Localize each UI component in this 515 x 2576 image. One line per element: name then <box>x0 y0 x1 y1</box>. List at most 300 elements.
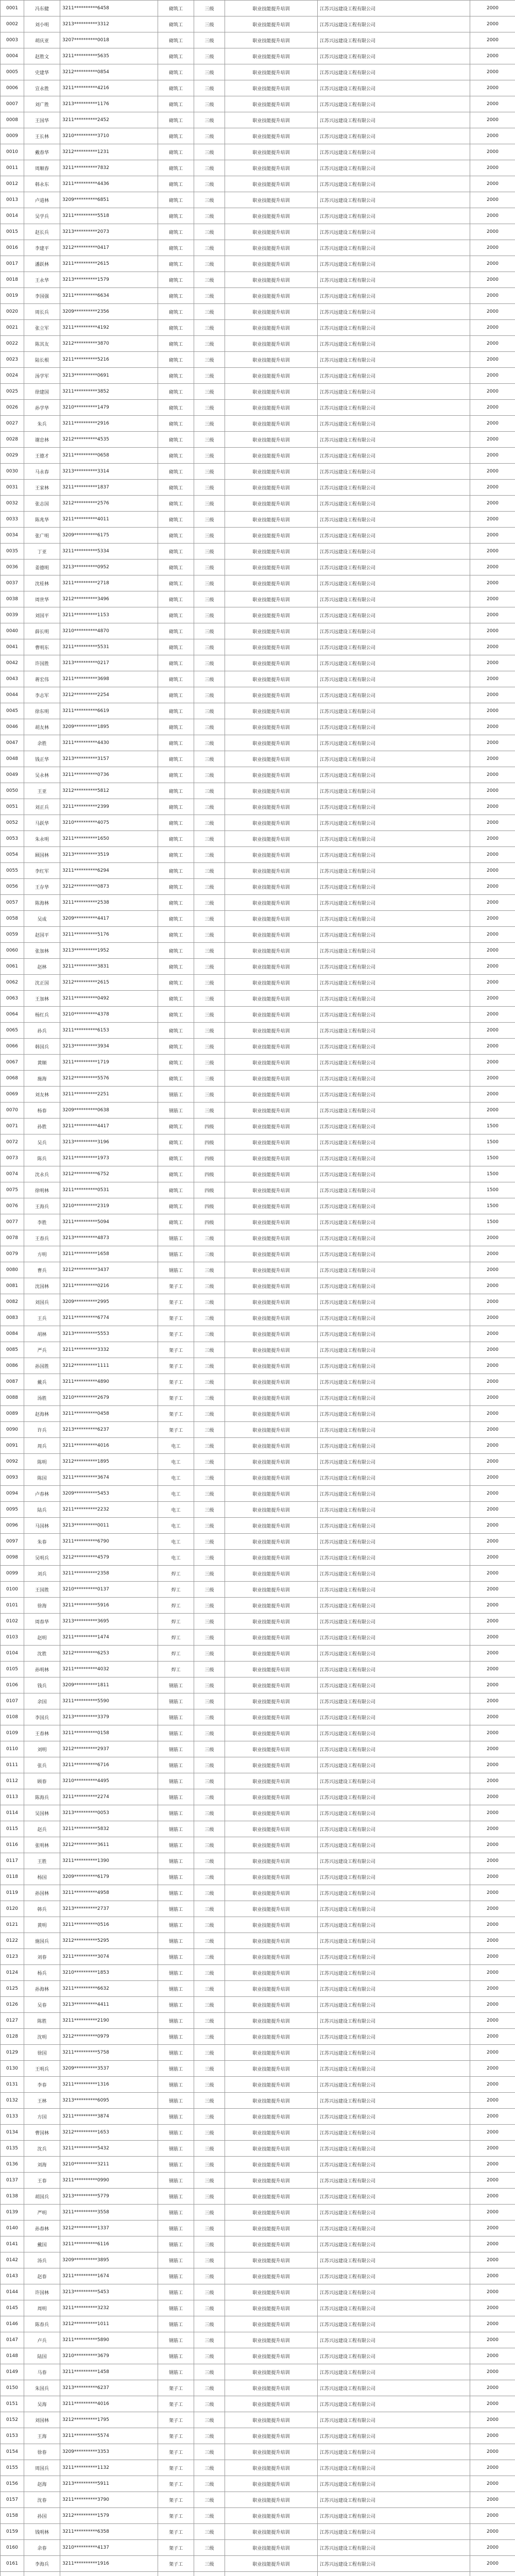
skill-level: 三级 <box>194 1230 225 1246</box>
subsidy-amount: 2000 <box>470 112 515 128</box>
enterprise-name: 江苏兴远建设工程有限公司 <box>318 847 470 863</box>
id-number: 3213**********4411 <box>60 1997 158 2013</box>
enterprise-name: 江苏兴远建设工程有限公司 <box>318 1837 470 1853</box>
skill-level <box>194 2572 225 2576</box>
enterprise-name: 江苏兴远建设工程有限公司 <box>318 2173 470 2189</box>
skill-level: 四级 <box>194 1118 225 1134</box>
table-row <box>1 1039 515 1055</box>
table-row <box>1 783 515 799</box>
id-number: 3211**********1153 <box>60 607 158 623</box>
enterprise-name: 江苏兴远建设工程有限公司 <box>318 1374 470 1390</box>
training-type: 职业技能提升培训 <box>225 1821 318 1837</box>
worker-name: 严明 <box>24 2205 60 2221</box>
row-number: 0120 <box>1 1901 24 1917</box>
worker-name: 王家林 <box>24 480 60 496</box>
enterprise-name: 江苏兴远建设工程有限公司 <box>318 256 470 272</box>
enterprise-name: 江苏兴远建设工程有限公司 <box>318 368 470 384</box>
row-number: 0155 <box>1 2460 24 2476</box>
training-type: 职业技能提升培训 <box>225 1438 318 1454</box>
skill-level: 三级 <box>194 2284 225 2300</box>
table-row <box>1 1374 515 1390</box>
worker-name: 刘国林 <box>24 2412 60 2428</box>
skill-level: 三级 <box>194 2380 225 2396</box>
training-type: 职业技能提升培训 <box>225 975 318 991</box>
row-number: 0025 <box>1 384 24 400</box>
training-type: 职业技能提升培训 <box>225 2284 318 2300</box>
row-number: 0032 <box>1 496 24 512</box>
worker-name: 孙国胜 <box>24 1358 60 1374</box>
id-number: 3213**********6095 <box>60 2093 158 2109</box>
worker-name: 杨国 <box>24 1869 60 1885</box>
id-number: 3213**********3196 <box>60 1134 158 1150</box>
table-row <box>1 1454 515 1470</box>
training-type: 职业技能提升培训 <box>225 815 318 831</box>
training-type: 职业技能提升培训 <box>225 863 318 879</box>
row-number: 0093 <box>1 1470 24 1486</box>
row-number: 0154 <box>1 2444 24 2460</box>
training-type: 职业技能提升培训 <box>225 2380 318 2396</box>
worker-name: 李胜 <box>24 1214 60 1230</box>
job-type: 钢筋工 <box>158 1821 194 1837</box>
row-number: 0088 <box>1 1390 24 1406</box>
job-type: 砌筑工 <box>158 528 194 544</box>
subsidy-amount: 2000 <box>470 1598 515 1614</box>
enterprise-name: 江苏兴远建设工程有限公司 <box>318 959 470 975</box>
worker-name: 陈海林 <box>24 895 60 911</box>
row-number: 0149 <box>1 2364 24 2380</box>
training-type: 职业技能提升培训 <box>225 719 318 735</box>
skill-level: 三级 <box>194 160 225 176</box>
worker-name: 马国林 <box>24 1518 60 1534</box>
subsidy-amount: 2000 <box>470 2460 515 2476</box>
job-type: 架子工 <box>158 2476 194 2492</box>
row-number: 0073 <box>1 1150 24 1166</box>
job-type: 钢筋工 <box>158 1773 194 1789</box>
job-type: 砌筑工 <box>158 352 194 368</box>
table-row <box>1 64 515 80</box>
row-number: 0055 <box>1 863 24 879</box>
row-number: 0137 <box>1 2173 24 2189</box>
training-type: 职业技能提升培训 <box>225 224 318 240</box>
job-type: 架子工 <box>158 1310 194 1326</box>
id-number: 3210**********4378 <box>60 1007 158 1023</box>
training-type: 职业技能提升培训 <box>225 2061 318 2077</box>
skill-level: 三级 <box>194 1933 225 1949</box>
training-type: 职业技能提升培训 <box>225 1071 318 1087</box>
id-number: 3210**********3710 <box>60 128 158 144</box>
worker-name: 许国林 <box>24 2284 60 2300</box>
table-body <box>1 1 515 2576</box>
enterprise-name: 江苏兴远建设工程有限公司 <box>318 1278 470 1294</box>
row-number: 0090 <box>1 1422 24 1438</box>
subsidy-amount: 2000 <box>470 1230 515 1246</box>
enterprise-name: 江苏兴远建设工程有限公司 <box>318 1518 470 1534</box>
training-type: 职业技能提升培训 <box>225 1917 318 1933</box>
training-type: 职业技能提升培训 <box>225 1646 318 1662</box>
skill-level: 三级 <box>194 64 225 80</box>
id-number: 3209**********4417 <box>60 911 158 927</box>
enterprise-name: 江苏兴远建设工程有限公司 <box>318 2540 470 2556</box>
skill-level: 三级 <box>194 2556 225 2572</box>
enterprise-name: 江苏兴远建设工程有限公司 <box>318 2556 470 2572</box>
skill-level: 三级 <box>194 400 225 416</box>
id-number: 3211**********5758 <box>60 2045 158 2061</box>
row-number: 0005 <box>1 64 24 80</box>
skill-level: 三级 <box>194 1422 225 1438</box>
enterprise-name: 江苏兴远建设工程有限公司 <box>318 639 470 655</box>
job-type: 砌筑工 <box>158 128 194 144</box>
table-row <box>1 767 515 783</box>
training-type: 职业技能提升培训 <box>225 1087 318 1103</box>
enterprise-name: 江苏兴远建设工程有限公司 <box>318 735 470 751</box>
id-number: 3210**********1853 <box>60 1965 158 1981</box>
job-type: 砌筑工 <box>158 1 194 16</box>
skill-level: 三级 <box>194 384 225 400</box>
id-number: 3211**********2399 <box>60 799 158 815</box>
table-row <box>1 991 515 1007</box>
skill-level: 三级 <box>194 2524 225 2540</box>
id-number: 3213**********2073 <box>60 224 158 240</box>
enterprise-name: 江苏兴远建设工程有限公司 <box>318 2300 470 2316</box>
skill-level: 三级 <box>194 2189 225 2205</box>
worker-name: 黄明 <box>24 1917 60 1933</box>
skill-level: 三级 <box>194 2540 225 2556</box>
enterprise-name: 江苏兴远建设工程有限公司 <box>318 1901 470 1917</box>
worker-name: 许国胜 <box>24 655 60 671</box>
skill-level: 三级 <box>194 112 225 128</box>
id-number: 3210**********2319 <box>60 1198 158 1214</box>
skill-level: 三级 <box>194 1103 225 1118</box>
table-row <box>1 1310 515 1326</box>
training-type: 职业技能提升培训 <box>225 1502 318 1518</box>
id-number: 3212**********2254 <box>60 687 158 703</box>
worker-name: 孙国林 <box>24 1885 60 1901</box>
enterprise-name: 江苏兴远建设工程有限公司 <box>318 2268 470 2284</box>
skill-level: 三级 <box>194 1614 225 1630</box>
id-number: 3213**********5453 <box>60 2284 158 2300</box>
enterprise-name: 江苏兴远建设工程有限公司 <box>318 1502 470 1518</box>
table-row <box>1 2268 515 2284</box>
training-type: 职业技能提升培训 <box>225 1262 318 1278</box>
training-type: 职业技能提升培训 <box>225 1454 318 1470</box>
worker-name: 余春 <box>24 2540 60 2556</box>
enterprise-name: 江苏兴远建设工程有限公司 <box>318 1693 470 1709</box>
id-number: 3209**********5453 <box>60 1486 158 1502</box>
subsidy-amount: 2000 <box>470 1630 515 1646</box>
subsidy-amount: 2000 <box>470 256 515 272</box>
subsidy-amount: 2000 <box>470 671 515 687</box>
table-row <box>1 1166 515 1182</box>
skill-level: 三级 <box>194 607 225 623</box>
table-row <box>1 2476 515 2492</box>
id-number: 3212**********2615 <box>60 975 158 991</box>
subsidy-amount: 2000 <box>470 1326 515 1342</box>
worker-name: 余胜 <box>24 735 60 751</box>
worker-name: 王长林 <box>24 128 60 144</box>
enterprise-name: 江苏兴远建设工程有限公司 <box>318 1646 470 1662</box>
skill-level: 三级 <box>194 1837 225 1853</box>
worker-name: 朱国兵 <box>24 2380 60 2396</box>
skill-level: 三级 <box>194 352 225 368</box>
id-number: 3210**********4137 <box>60 2540 158 2556</box>
job-type: 钢筋工 <box>158 1087 194 1103</box>
skill-level: 三级 <box>194 128 225 144</box>
enterprise-name: 江苏兴远建设工程有限公司 <box>318 2029 470 2045</box>
skill-level: 四级 <box>194 1214 225 1230</box>
subsidy-amount: 2000 <box>470 1805 515 1821</box>
enterprise-name: 江苏兴远建设工程有限公司 <box>318 687 470 703</box>
enterprise-name: 江苏兴远建设工程有限公司 <box>318 1614 470 1630</box>
job-type: 砌筑工 <box>158 783 194 799</box>
table-row <box>1 1789 515 1805</box>
subsidy-amount: 2000 <box>470 895 515 911</box>
worker-name: 孙明林 <box>24 1662 60 1677</box>
row-number: 0146 <box>1 2316 24 2332</box>
worker-name: 赵海林 <box>24 1406 60 1422</box>
worker-name: 赵明 <box>24 1630 60 1646</box>
job-type: 焊工 <box>158 1566 194 1582</box>
worker-name: 谢忠林 <box>24 432 60 448</box>
row-number: 0021 <box>1 320 24 336</box>
training-type: 职业技能提升培训 <box>225 528 318 544</box>
skill-level: 三级 <box>194 2173 225 2189</box>
enterprise-name: 江苏兴远建设工程有限公司 <box>318 1981 470 1997</box>
skill-level: 三级 <box>194 783 225 799</box>
id-number: 3211**********0736 <box>60 767 158 783</box>
table-row <box>1 1150 515 1166</box>
skill-level: 三级 <box>194 2013 225 2029</box>
job-type: 钢筋工 <box>158 2061 194 2077</box>
enterprise-name: 江苏兴远建设工程有限公司 <box>318 2252 470 2268</box>
training-type: 职业技能提升培训 <box>225 1550 318 1566</box>
row-number: 0020 <box>1 304 24 320</box>
training-type: 职业技能提升培训 <box>225 959 318 975</box>
training-type: 职业技能提升培训 <box>225 1933 318 1949</box>
worker-name: 韩兵 <box>24 1901 60 1917</box>
skill-level: 三级 <box>194 416 225 432</box>
worker-name: 吴国林 <box>24 1805 60 1821</box>
worker-name: 刘广胜 <box>24 96 60 112</box>
skill-level: 三级 <box>194 336 225 352</box>
enterprise-name: 江苏兴远建设工程有限公司 <box>318 1805 470 1821</box>
skill-level: 三级 <box>194 1725 225 1741</box>
training-type: 职业技能提升培训 <box>225 831 318 847</box>
enterprise-name: 江苏兴远建设工程有限公司 <box>318 1550 470 1566</box>
table-row <box>1 943 515 959</box>
table-row <box>1 2157 515 2173</box>
worker-name: 王德才 <box>24 448 60 464</box>
row-number: 0069 <box>1 1087 24 1103</box>
training-type: 职业技能提升培训 <box>225 32 318 48</box>
training-type: 职业技能提升培训 <box>225 751 318 767</box>
id-number: 3211**********3874 <box>60 2109 158 2125</box>
id-number: 3211**********5574 <box>60 2428 158 2444</box>
job-type: 钢筋工 <box>158 1981 194 1997</box>
skill-level: 三级 <box>194 1326 225 1342</box>
enterprise-name: 江苏兴远建设工程有限公司 <box>318 1182 470 1198</box>
worker-name: 施国兵 <box>24 1933 60 1949</box>
id-number: 3211**********1316 <box>60 2077 158 2093</box>
table-row <box>1 1757 515 1773</box>
subsidy-amount: 2000 <box>470 959 515 975</box>
job-type: 砌筑工 <box>158 943 194 959</box>
worker-name: 刘明 <box>24 1741 60 1757</box>
table-row <box>1 575 515 591</box>
subsidy-amount: 2000 <box>470 2109 515 2125</box>
subsidy-amount: 2000 <box>470 2412 515 2428</box>
job-type: 电工 <box>158 1550 194 1566</box>
job-type: 砌筑工 <box>158 32 194 48</box>
skill-level: 三级 <box>194 2061 225 2077</box>
enterprise-name: 江苏兴远建设工程有限公司 <box>318 2109 470 2125</box>
id-number: 3211**********2718 <box>60 575 158 591</box>
subsidy-amount: 2000 <box>470 1023 515 1039</box>
id-number: 3213**********5911 <box>60 2476 158 2492</box>
training-type: 职业技能提升培训 <box>225 1023 318 1039</box>
row-number: 0003 <box>1 32 24 48</box>
row-number: 0131 <box>1 2077 24 2093</box>
training-type: 职业技能提升培训 <box>225 560 318 575</box>
id-number: 3210**********4075 <box>60 815 158 831</box>
row-number: 0076 <box>1 1198 24 1214</box>
job-type: 焊工 <box>158 1598 194 1614</box>
id-number: 3211**********0990 <box>60 2173 158 2189</box>
worker-name: 周顺春 <box>24 160 60 176</box>
job-type: 砌筑工 <box>158 719 194 735</box>
subsidy-amount <box>470 2572 515 2576</box>
skill-level: 三级 <box>194 16 225 32</box>
id-number: 3209**********6851 <box>60 192 158 208</box>
subsidy-amount: 2000 <box>470 575 515 591</box>
job-type: 砌筑工 <box>158 160 194 176</box>
job-type: 钢筋工 <box>158 1789 194 1805</box>
job-type: 架子工 <box>158 2428 194 2444</box>
id-number: 3211**********0492 <box>60 991 158 1007</box>
enterprise-name: 江苏兴远建设工程有限公司 <box>318 799 470 815</box>
id-number: 3211**********0531 <box>60 1182 158 1198</box>
id-number: 3213**********3519 <box>60 847 158 863</box>
row-number: 0080 <box>1 1262 24 1278</box>
table-row <box>1 2332 515 2348</box>
job-type: 架子工 <box>158 2412 194 2428</box>
worker-name: 李志军 <box>24 687 60 703</box>
id-number: 3211**********0158 <box>60 1725 158 1741</box>
row-number: 0136 <box>1 2157 24 2173</box>
id-number: 3211**********1837 <box>60 480 158 496</box>
row-number: 0006 <box>1 80 24 96</box>
worker-name: 陈其友 <box>24 336 60 352</box>
id-number: 3211**********7832 <box>60 160 158 176</box>
row-number: 0017 <box>1 256 24 272</box>
table-row <box>1 1294 515 1310</box>
worker-name: 冯东健 <box>24 1 60 16</box>
skill-level: 三级 <box>194 2236 225 2252</box>
row-number: 0019 <box>1 288 24 304</box>
job-type: 砌筑工 <box>158 975 194 991</box>
job-type: 砌筑工 <box>158 384 194 400</box>
id-number: 3212**********3611 <box>60 1837 158 1853</box>
training-type: 职业技能提升培训 <box>225 1582 318 1598</box>
skill-level: 三级 <box>194 831 225 847</box>
id-number: 3212**********3870 <box>60 336 158 352</box>
skill-level: 三级 <box>194 1981 225 1997</box>
subsidy-amount: 2000 <box>470 2141 515 2157</box>
enterprise-name: 江苏兴远建设工程有限公司 <box>318 1997 470 2013</box>
subsidy-amount: 2000 <box>470 1662 515 1677</box>
enterprise-name: 江苏兴远建设工程有限公司 <box>318 927 470 943</box>
training-type: 职业技能提升培训 <box>225 1374 318 1390</box>
worker-name: 王海 <box>24 2428 60 2444</box>
row-number: 0051 <box>1 799 24 815</box>
skill-level: 三级 <box>194 1486 225 1502</box>
job-type: 砌筑工 <box>158 464 194 480</box>
skill-level: 三级 <box>194 1646 225 1662</box>
subsidy-amount: 2000 <box>470 639 515 655</box>
training-type: 职业技能提升培训 <box>225 1869 318 1885</box>
enterprise-name <box>318 2572 470 2576</box>
enterprise-name: 江苏兴远建设工程有限公司 <box>318 2157 470 2173</box>
id-number: 3211**********3558 <box>60 2205 158 2221</box>
skill-level: 三级 <box>194 1773 225 1789</box>
row-number: 0016 <box>1 240 24 256</box>
row-number: 0031 <box>1 480 24 496</box>
worker-name: 孙春林 <box>24 2221 60 2236</box>
row-number: 0118 <box>1 1869 24 1885</box>
worker-name: 吴春 <box>24 1997 60 2013</box>
training-type: 职业技能提升培训 <box>225 2077 318 2093</box>
row-number: 0125 <box>1 1981 24 1997</box>
subsidy-amount: 2000 <box>470 304 515 320</box>
table-row <box>1 1981 515 1997</box>
row-number: 0123 <box>1 1949 24 1965</box>
skill-level: 三级 <box>194 2316 225 2332</box>
enterprise-name: 江苏兴远建设工程有限公司 <box>318 384 470 400</box>
table-row <box>1 2460 515 2476</box>
enterprise-name: 江苏兴远建设工程有限公司 <box>318 1582 470 1598</box>
row-number: 0094 <box>1 1486 24 1502</box>
row-number: 0027 <box>1 416 24 432</box>
subsidy-amount: 2000 <box>470 1646 515 1662</box>
training-type: 职业技能提升培训 <box>225 1773 318 1789</box>
worker-name: 潘跃林 <box>24 256 60 272</box>
id-number: 3211**********1474 <box>60 1630 158 1646</box>
row-number: 0045 <box>1 703 24 719</box>
row-number: 0047 <box>1 735 24 751</box>
skill-level: 三级 <box>194 1949 225 1965</box>
training-type: 职业技能提升培训 <box>225 2396 318 2412</box>
skill-level: 三级 <box>194 623 225 639</box>
job-type: 钢筋工 <box>158 1741 194 1757</box>
training-type: 职业技能提升培训 <box>225 2412 318 2428</box>
id-number: 3211**********3852 <box>60 384 158 400</box>
enterprise-name: 江苏兴远建设工程有限公司 <box>318 2444 470 2460</box>
job-type: 砌筑工 <box>158 1166 194 1182</box>
training-type: 职业技能提升培训 <box>225 1150 318 1166</box>
table-row <box>1 799 515 815</box>
job-type: 砌筑工 <box>158 1023 194 1039</box>
row-number: 0099 <box>1 1566 24 1582</box>
table-row <box>1 2252 515 2268</box>
job-type: 砌筑工 <box>158 1214 194 1230</box>
id-number: 3212**********0873 <box>60 879 158 895</box>
training-type: 职业技能提升培训 <box>225 272 318 288</box>
training-type: 职业技能提升培训 <box>225 2173 318 2189</box>
training-type: 职业技能提升培训 <box>225 735 318 751</box>
id-number: 3212**********4579 <box>60 1550 158 1566</box>
table-row <box>1 1677 515 1693</box>
row-number: 0100 <box>1 1582 24 1598</box>
training-type: 职业技能提升培训 <box>225 1518 318 1534</box>
